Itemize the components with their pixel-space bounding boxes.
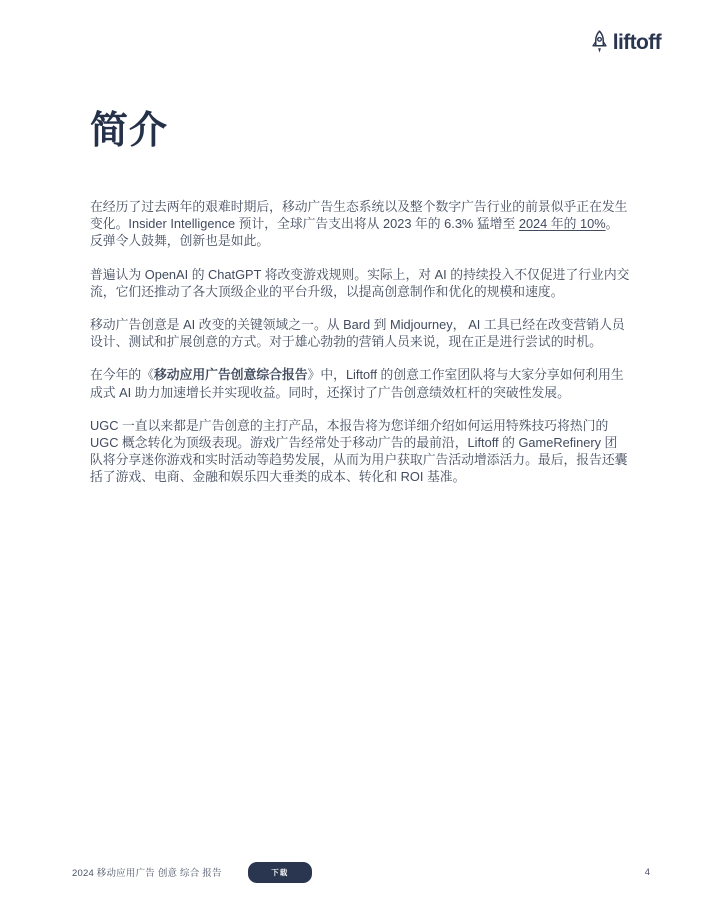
page-number: 4 bbox=[644, 866, 650, 878]
download-button[interactable]: 下载 bbox=[248, 862, 312, 883]
inline-link[interactable]: 2024 年的 10% bbox=[518, 216, 606, 232]
logo-wordmark: liftoff bbox=[612, 31, 661, 54]
paragraph-text: 移动广告创意是 AI 改变的关键领域之一。从 Bard 到 Midjourney， AI 工具已经在改变营销人员设计、测试和扩展创意的方式。对于雄心勃勃的营销人员来说，现在正是进行尝试的时机。 bbox=[90, 317, 625, 350]
paragraph bbox=[90, 198, 630, 250]
paragraph-text: 在经历了过去两年的艰难时期后，移动广告生态系统以及整个数字广告行业的前景似乎正在发生变化。Insider Intelligence 预计，全球广告支出将从 2023 年的 6.3% 猛增至 bbox=[90, 199, 628, 232]
liftoff-logo bbox=[589, 28, 661, 58]
page-footer bbox=[72, 860, 650, 884]
paragraph bbox=[90, 316, 630, 350]
paragraph-text: 》中，Liftoff 的创意工作室团队将与大家分享如何利用生成式 AI 助力加速增长并实现收益。同时，还探讨了广告创意绩效杠杆的突破性发展。 bbox=[90, 367, 624, 400]
intro-paragraphs bbox=[90, 198, 630, 502]
report-title-bold: 移动应用广告创意综合报告 bbox=[153, 367, 308, 383]
paragraph-text: 普遍认为 OpenAI 的 ChatGPT 将改变游戏规则。实际上，对 AI 的持续投入不仅促进了行业内交流，它们还推动了各大顶级企业的平台升级，以提高创意制作和优化的规模和速度。 bbox=[90, 266, 630, 299]
paragraph bbox=[90, 417, 630, 486]
paragraph-text: 在今年的《 bbox=[90, 367, 154, 383]
page-title: 简介 bbox=[90, 110, 169, 152]
paragraph-text: UGC 一直以来都是广告创意的主打产品，本报告将为您详细介绍如何运用特殊技巧将热门的 UGC 概念转化为顶级表现。游戏广告经常处于移动广告的最前沿，Liftoff 的 GameRefinery 团队将分享迷你游戏和实时活动等趋势发展，从而为用户获取广告活动增添活力。最后，报告还囊括了游戏、电商、金融和娱乐四大垂类的成本、转化和 ROI 基准。 bbox=[90, 417, 628, 485]
rocket-icon bbox=[589, 28, 610, 58]
paragraph bbox=[90, 266, 630, 300]
paragraph-text: 。反弹令人鼓舞，创新也是如此。 bbox=[90, 216, 619, 249]
paragraph bbox=[90, 366, 630, 400]
footer-report-title: 2024 移动应用广告 创意 综合 报告 bbox=[72, 868, 222, 879]
